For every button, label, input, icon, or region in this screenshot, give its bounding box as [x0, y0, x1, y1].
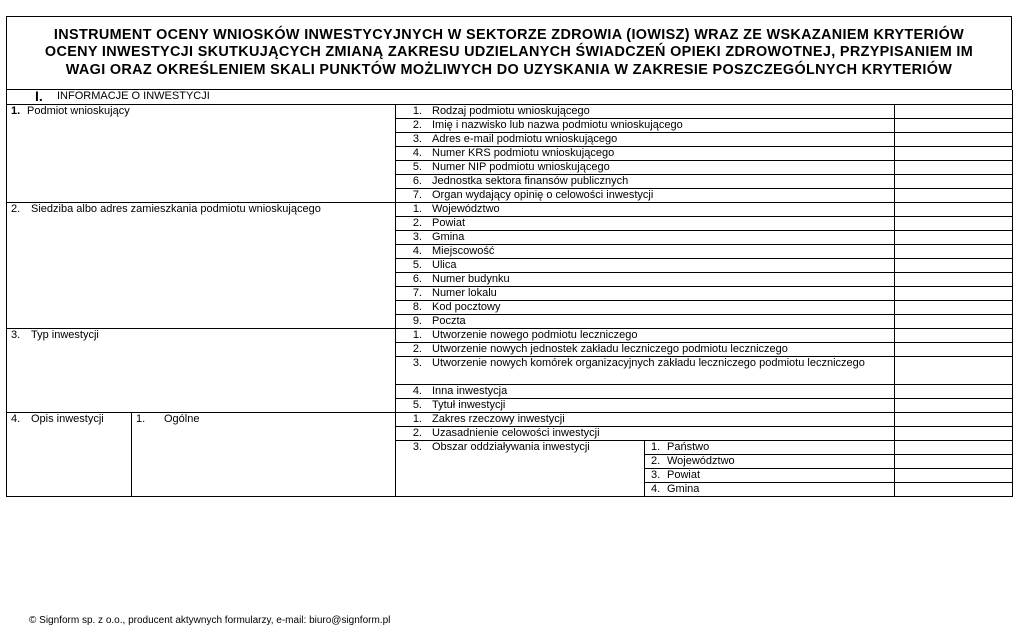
item-number: 5. — [412, 160, 422, 173]
value-field[interactable] — [895, 118, 1013, 132]
item-label: Miejscowość — [432, 244, 495, 257]
group-2-label-cell — [7, 202, 396, 328]
area-item-number: 4. — [651, 482, 661, 495]
section-number: I. — [35, 88, 43, 104]
value-field[interactable] — [895, 146, 1013, 160]
group-1-label-cell — [7, 104, 396, 202]
item-number: 7. — [412, 188, 422, 201]
item-label: Obszar oddziaływania inwestycji — [432, 440, 590, 453]
item-number: 2. — [412, 216, 422, 229]
form-title-line-1: INSTRUMENT OCENY WNIOSKÓW INWESTYCYJNYCH W SEKTORZE ZDROWIA (IOWISZ) WRAZ ZE WSKAZANIEM KRYTERIÓW — [53, 26, 965, 43]
item-label: Uzasadnienie celowości inwestycji — [432, 426, 600, 439]
group-2-label: Siedziba albo adres zamieszkania podmiotu wnioskującego — [31, 202, 321, 215]
item-label: Rodzaj podmiotu wnioskującego — [432, 104, 590, 117]
value-field[interactable] — [895, 174, 1013, 188]
item-label: Imię i nazwisko lub nazwa podmiotu wnioskującego — [432, 118, 683, 131]
item-label: Gmina — [432, 230, 465, 243]
section-header-row — [7, 90, 1013, 104]
value-field[interactable] — [895, 356, 1013, 384]
item-label: Ulica — [432, 258, 457, 271]
item-number: 5. — [412, 398, 422, 411]
item-number: 3. — [412, 440, 422, 453]
item-number: 3. — [412, 356, 422, 369]
value-field[interactable] — [895, 230, 1013, 244]
area-item-number: 2. — [651, 454, 661, 467]
value-field[interactable] — [895, 398, 1013, 412]
group-4-label: Opis inwestycji — [31, 412, 104, 425]
item-number: 5. — [412, 258, 422, 271]
item-label: Numer lokalu — [432, 286, 497, 299]
group-3-number: 3. — [11, 328, 21, 341]
item-label: Utworzenie nowego podmiotu leczniczego — [432, 328, 638, 341]
value-field[interactable] — [895, 482, 1013, 496]
value-field[interactable] — [895, 426, 1013, 440]
footer-copyright: © Signform sp. z o.o., producent aktywnych formularzy, e-mail: biuro@signform.pl — [29, 615, 391, 626]
value-field[interactable] — [895, 244, 1013, 258]
area-item-label: Gmina — [667, 482, 700, 495]
item-number: 1. — [412, 412, 422, 425]
item-number: 6. — [412, 272, 422, 285]
value-field[interactable] — [895, 314, 1013, 328]
item-label: Tytuł inwestycji — [432, 398, 506, 411]
iowisz-form — [6, 16, 1012, 497]
item-number: 4. — [412, 146, 422, 159]
item-label: Numer NIP podmiotu wnioskującego — [432, 160, 610, 173]
value-field[interactable] — [895, 258, 1013, 272]
value-field[interactable] — [895, 132, 1013, 146]
item-number: 6. — [412, 174, 422, 187]
item-label: Zakres rzeczowy inwestycji — [432, 412, 565, 425]
group-1-label: Podmiot wnioskujący — [27, 104, 130, 117]
item-number: 2. — [412, 342, 422, 355]
item-label: Inna inwestycja — [432, 384, 508, 397]
area-label-cell — [396, 440, 645, 496]
area-item-number: 3. — [651, 468, 661, 481]
investment-info-table — [6, 90, 1013, 497]
item-number: 4. — [412, 384, 422, 397]
group-3-label-cell — [7, 328, 396, 412]
value-field[interactable] — [895, 160, 1013, 174]
item-number: 3. — [412, 132, 422, 145]
value-field[interactable] — [895, 286, 1013, 300]
value-field[interactable] — [895, 272, 1013, 286]
table-row — [7, 104, 1013, 118]
table-row — [7, 412, 1013, 426]
item-number: 2. — [412, 426, 422, 439]
value-field[interactable] — [895, 468, 1013, 482]
item-label: Numer KRS podmiotu wnioskującego — [432, 146, 615, 159]
item-label: Poczta — [432, 314, 466, 327]
group-4-sub-label: Ogólne — [164, 412, 200, 425]
value-field[interactable] — [895, 454, 1013, 468]
group-3-label: Typ inwestycji — [31, 328, 99, 341]
item-label: Organ wydający opinię o celowości inwestycji — [432, 188, 654, 201]
item-number: 8. — [412, 300, 422, 313]
group-4-sub-number: 1. — [136, 412, 146, 425]
item-number: 7. — [412, 286, 422, 299]
value-field[interactable] — [895, 300, 1013, 314]
form-title-box — [6, 16, 1012, 90]
area-item-number: 1. — [651, 440, 661, 453]
group-4-label-cell — [7, 412, 132, 496]
item-number: 1. — [412, 328, 422, 341]
group-2-number: 2. — [11, 202, 21, 215]
table-row — [7, 328, 1013, 342]
item-label: Utworzenie nowych jednostek zakładu leczniczego podmiotu leczniczego — [432, 342, 788, 355]
area-item-label: Województwo — [667, 454, 735, 467]
form-title-line-3: WAGI ORAZ OKREŚLENIEM SKALI PUNKTÓW MOŻLIWYCH DO UZYSKANIA W ZAKRESIE POSZCZEGÓLNYCH KRYTERIÓW — [65, 61, 953, 78]
value-field[interactable] — [895, 328, 1013, 342]
item-label: Adres e-mail podmiotu wnioskującego — [432, 132, 618, 145]
item-number: 2. — [412, 118, 422, 131]
item-label: Numer budynku — [432, 272, 510, 285]
item-number: 3. — [412, 230, 422, 243]
value-field[interactable] — [895, 440, 1013, 454]
item-number: 1. — [412, 104, 422, 117]
value-field[interactable] — [895, 202, 1013, 216]
value-field[interactable] — [895, 216, 1013, 230]
item-label: Kod pocztowy — [432, 300, 501, 313]
item-number: 4. — [412, 244, 422, 257]
value-field[interactable] — [895, 342, 1013, 356]
value-field[interactable] — [895, 104, 1013, 118]
section-header — [7, 90, 1013, 104]
item-label: Jednostka sektora finansów publicznych — [432, 174, 629, 187]
form-title-line-2: OCENY INWESTYCJI SKUTKUJĄCYCH ZMIANĄ ZAKRESU UDZIELANYCH ŚWIADCZEŃ OPIEKI ZDROWOTNEJ, PRZYPISANIEM IM — [44, 44, 974, 61]
item-label: Utworzenie nowych komórek organizacyjnych zakładu leczniczego podmiotu leczniczego — [432, 356, 865, 369]
item-number: 1. — [412, 202, 422, 215]
area-item-label: Powiat — [667, 468, 701, 481]
value-field[interactable] — [895, 412, 1013, 426]
group-4-number: 4. — [11, 412, 21, 425]
table-row — [7, 202, 1013, 216]
item-label: Województwo — [432, 202, 500, 215]
item-label: Powiat — [432, 216, 466, 229]
item-number: 9. — [412, 314, 422, 327]
section-title: INFORMACJE O INWESTYCJI — [57, 90, 210, 102]
value-field[interactable] — [895, 188, 1013, 202]
group-1-number: 1. — [11, 104, 21, 117]
value-field[interactable] — [895, 384, 1013, 398]
area-item-label: Państwo — [667, 440, 710, 453]
group-4-sub-label-cell — [132, 412, 396, 496]
